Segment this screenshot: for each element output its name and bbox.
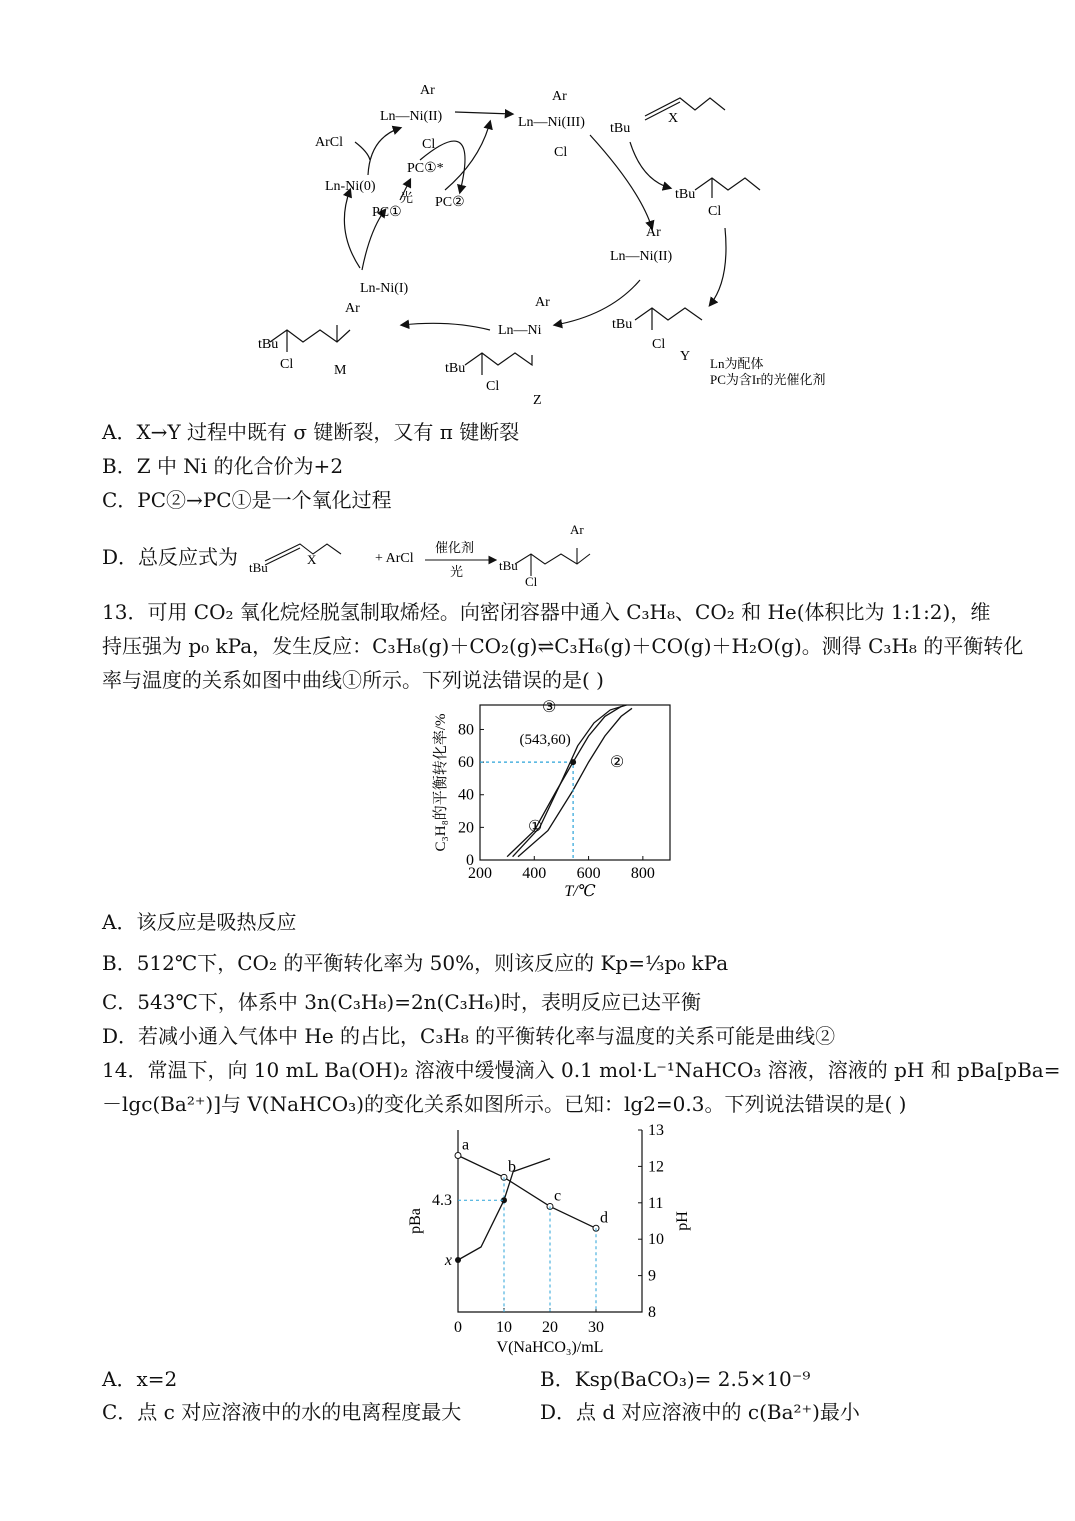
cl-label: Cl [486,379,500,394]
q14-stem-1: 14．常温下，向 10 mL Ba(OH)₂ 溶液中缓慢滴入 0.1 mol·L⁻¹NaHCO₃ 溶液，溶液的 pH 和 pBa[pBa= [102,1058,1061,1082]
cl-label: Cl [652,337,666,352]
cl-label: Cl [525,574,538,589]
y-tick-label: 60 [458,754,474,772]
pc2-label: PC② [435,195,465,210]
y-label: Y [680,349,691,364]
series-label: ③ [542,700,557,716]
q13-option-a: A．该反应是吸热反应 [102,910,297,934]
series-line-1 [507,707,621,857]
q13-stem-3: 率与温度的关系如图中曲线①所示。下列说法错误的是( ) [102,668,604,692]
ar-label: Ar [552,89,567,104]
legend-photocatalyst: PC为含Ir的光催化剂 [710,372,826,387]
y-axis-label: C₃H₈的平衡转化率/% [433,713,449,852]
tbu-label: tBu [499,558,518,573]
ar-label: Ar [570,522,584,537]
series-label: ② [609,754,625,772]
q14-option-a: A．x=2 [102,1367,178,1391]
y-axis-right-label: pH [674,1211,691,1231]
series-label: ① [528,818,543,836]
catalyst-label: 催化剂 [435,540,475,555]
overall-reaction [245,520,625,590]
ar-label: Ar [345,301,360,316]
legend-ligand: Ln为配体 [710,356,764,371]
y-tick-label: 20 [458,819,474,837]
y-tick-label: 4.3 [432,1192,452,1210]
point-label: b [508,1158,516,1176]
ni3-label: Ln—Ni(III) [518,115,585,130]
q13-option-d: D．若减小通入气体中 He 的占比，C₃H₈ 的平衡转化率与温度的关系可能是曲线② [102,1024,836,1048]
x-axis-label: V(NaHCO₃)/mL [496,1339,604,1356]
light-label: 光 [450,564,464,579]
x-tick-label: 0 [454,1319,462,1336]
x-tick-label: 200 [468,865,492,882]
tbu-label: tBu [445,361,466,376]
x-tick-label: 800 [630,865,655,882]
cl-label: Cl [422,137,436,152]
data-point [570,759,576,765]
y-tick-label: x [444,1252,452,1269]
x-axis-label: T/℃ [564,883,596,900]
ni2-mid-label: Ln—Ni(II) [610,249,673,264]
x-tick-label: 20 [542,1319,558,1336]
y-axis-left-label: pBa [407,1208,424,1234]
point-label: d [600,1209,608,1227]
ni-z-label: Ln—Ni [498,323,542,338]
z-label: Z [533,393,542,408]
y-tick-label: 13 [648,1122,664,1139]
conversion-chart [425,700,685,905]
y-tick-label: 40 [458,786,474,804]
y-tick-label: 9 [648,1267,656,1285]
light-label: 光 [400,190,414,205]
x-tick-label: 400 [522,865,547,882]
x-label: X [668,111,679,126]
point-label: a [462,1136,470,1154]
q14-option-c: C．点 c 对应溶液中的水的电离程度最大 [102,1400,462,1424]
pc1star-label: PC①* [407,161,444,176]
pba-ph-chart [405,1120,705,1360]
q12-option-c: C．PC②→PC①是一个氧化过程 [102,488,392,512]
cl-label: Cl [554,145,568,160]
ph-point [455,1152,461,1158]
plot-frame [480,705,670,860]
y-tick-label: 11 [648,1194,664,1212]
q14-option-d: D．点 d 对应溶液中的 c(Ba²⁺)最小 [540,1400,860,1424]
y-tick-label: 80 [458,721,474,739]
ni1-label: Ln-Ni(I) [360,281,409,296]
arcl-label: ArCl [315,135,343,150]
q13-stem-2: 持压强为 p₀ kPa，发生反应：C₃H₈(g)＋CO₂(g)⇌C₃H₆(g)＋CO(g)＋H₂O(g)。测得 C₃H₈ 的平衡转化 [102,634,1024,658]
cl-label: Cl [280,357,294,372]
q14-stem-2: －lgc(Ba²⁺)]与 V(NaHCO₃)的变化关系如图所示。已知：lg2=0.3。下列说法错误的是( ) [102,1092,907,1116]
y-tick-label: 0 [466,852,474,869]
q12-option-a: A．X→Y 过程中既有 σ 键断裂，又有 π 键断裂 [102,420,520,444]
pba-point [455,1257,461,1263]
catalytic-cycle-diagram [250,80,870,410]
cl-label: Cl [708,204,722,219]
q13-option-c: C．543℃下，体系中 3n(C₃H₈)=2n(C₃H₆)时，表明反应已达平衡 [102,990,701,1014]
x-tick-label: 10 [496,1319,512,1336]
ni0-label: Ln-Ni(0) [325,179,376,194]
point-annotation: (543,60) [519,732,571,749]
guide-dashed-line [480,762,573,860]
point-label: c [554,1187,562,1205]
ar-label: Ar [535,295,550,310]
tbu-label: tBu [610,121,631,136]
tbu-label: tBu [675,187,696,202]
ar-label: Ar [420,83,435,98]
q14-option-b: B．Ksp(BaCO₃)= 2.5×10⁻⁹ [540,1367,811,1391]
m-label: M [334,363,347,378]
plus-arcl: + ArCl [375,551,414,566]
ni2-top-label: Ln—Ni(II) [380,109,443,124]
q12-option-d: D．总反应式为 [102,545,239,569]
ar-label: Ar [646,225,661,240]
tbu-label: tBu [612,317,633,332]
q12-option-b: B．Z 中 Ni 的化合价为+2 [102,454,344,478]
y-tick-label: 12 [648,1158,664,1176]
q13-option-b: B．512℃下，CO₂ 的平衡转化率为 50%，则该反应的 Kp=⅓p₀ kPa [102,951,729,975]
x-label: X [307,552,317,567]
y-tick-label: 8 [648,1304,656,1321]
q13-stem-1: 13．可用 CO₂ 氧化烷烃脱氢制取烯烃。向密闭容器中通入 C₃H₈、CO₂ 和 He(体积比为 1:1:2)，维 [102,600,991,624]
tbu-label: tBu [258,337,279,352]
x-tick-label: 30 [588,1319,604,1336]
x-tick-label: 600 [576,865,601,882]
y-tick-label: 10 [648,1231,664,1249]
tbu-label: tBu [249,560,268,575]
pc1-label: PC① [372,205,402,220]
